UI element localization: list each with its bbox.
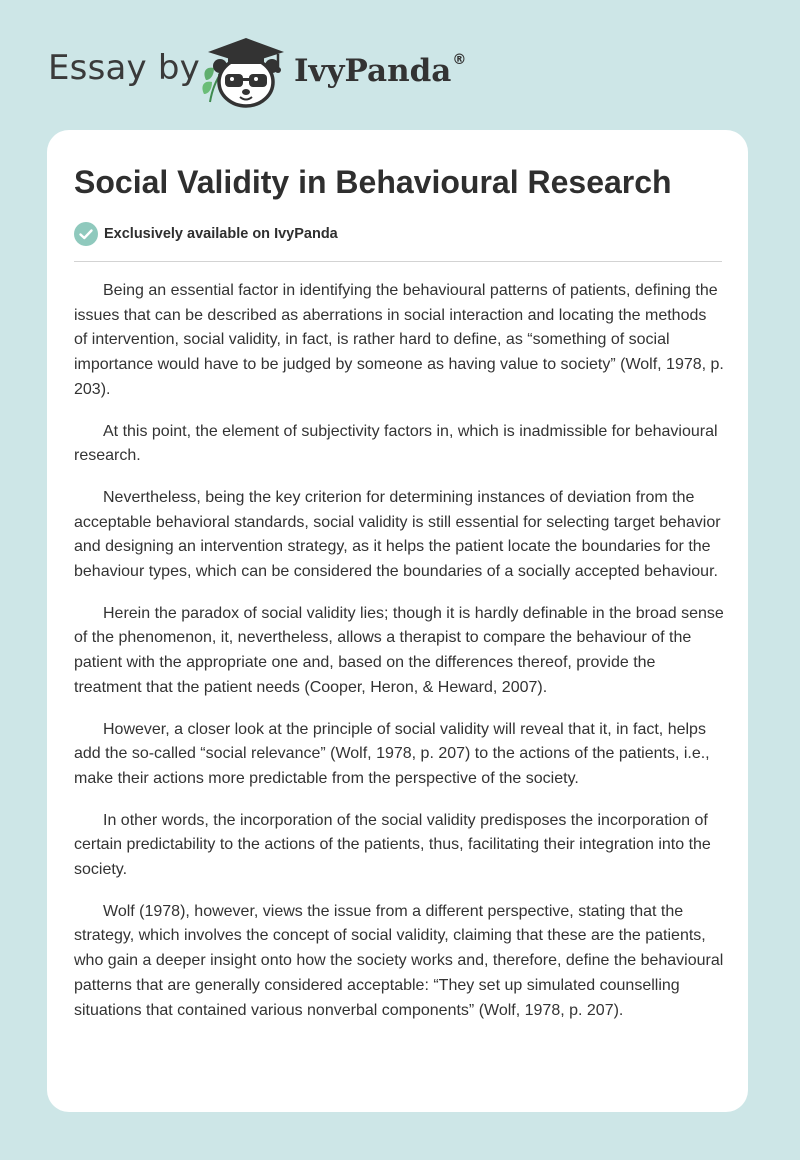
- check-circle-icon: [74, 222, 98, 246]
- paragraph: Being an essential factor in identifying the behavioural patterns of patients, defining the issues that can be described as aberrations in social interaction and locating the methods of intervention, social validity, in fact, is rather hard to define, as “something of social importance would have to be judged by someone as having value to society” (Wolf, 1978, p. 203).: [74, 282, 724, 398]
- paragraph: At this point, the element of subjectivity factors in, which is inadmissible for behavioural research.: [74, 422, 718, 465]
- brand-name[interactable]: [294, 53, 466, 89]
- essay-by-label: Essay by: [48, 48, 200, 88]
- page-title: Social Validity in Behavioural Research: [74, 164, 672, 200]
- paragraph: Wolf (1978), however, views the issue from a different perspective, stating that the strategy, which involves the concept of social validity, claiming that these are the patients, who gain a deeper insight onto how the society works and, therefore, define the behavioural patterns that are generally considered acceptable: “They set up simulated counselling situations that contained various nonverbal components” (Wolf, 1978, p. 207).: [74, 902, 724, 1019]
- brand-text: IvyPanda: [294, 53, 452, 89]
- title-divider: [74, 261, 722, 262]
- essay-card: [47, 130, 748, 1112]
- site-header: [0, 0, 800, 130]
- paragraph: However, a closer look at the principle of social validity will reveal that it, in fact, helps add the so-called “social relevance” (Wolf, 1978, p. 207) to the actions of the patients, i.e., make their actions more predictable from the perspective of the society.: [74, 720, 710, 787]
- paragraph: In other words, the incorporation of the social validity predisposes the incorporation of certain predictability to the actions of the patients, thus, facilitating their integration into the society.: [74, 811, 711, 879]
- exclusive-badge: [74, 221, 338, 247]
- panda-logo-icon[interactable]: [198, 34, 290, 110]
- trademark-symbol: ®: [452, 51, 467, 68]
- paragraph: Herein the paradox of social validity lies; though it is hardly definable in the broad sense of the phenomenon, it, nevertheless, allows a therapist to compare the behaviour of the patient with the appropriate one and, based on the differences thereof, provide the treatment that the patient needs (Cooper, Heron, & Heward, 2007).: [74, 604, 724, 696]
- essay-body: [74, 279, 724, 1040]
- exclusive-badge-label: Exclusively available on IvyPanda: [104, 226, 338, 242]
- paragraph: Nevertheless, being the key criterion for determining instances of deviation from the acceptable behavioral standards, social validity is still essential for selecting target behavior and designing an intervention strategy, as it helps the patient locate the boundaries for the behaviour types, which can be considered the boundaries of a socially accepted behaviour.: [74, 488, 721, 581]
